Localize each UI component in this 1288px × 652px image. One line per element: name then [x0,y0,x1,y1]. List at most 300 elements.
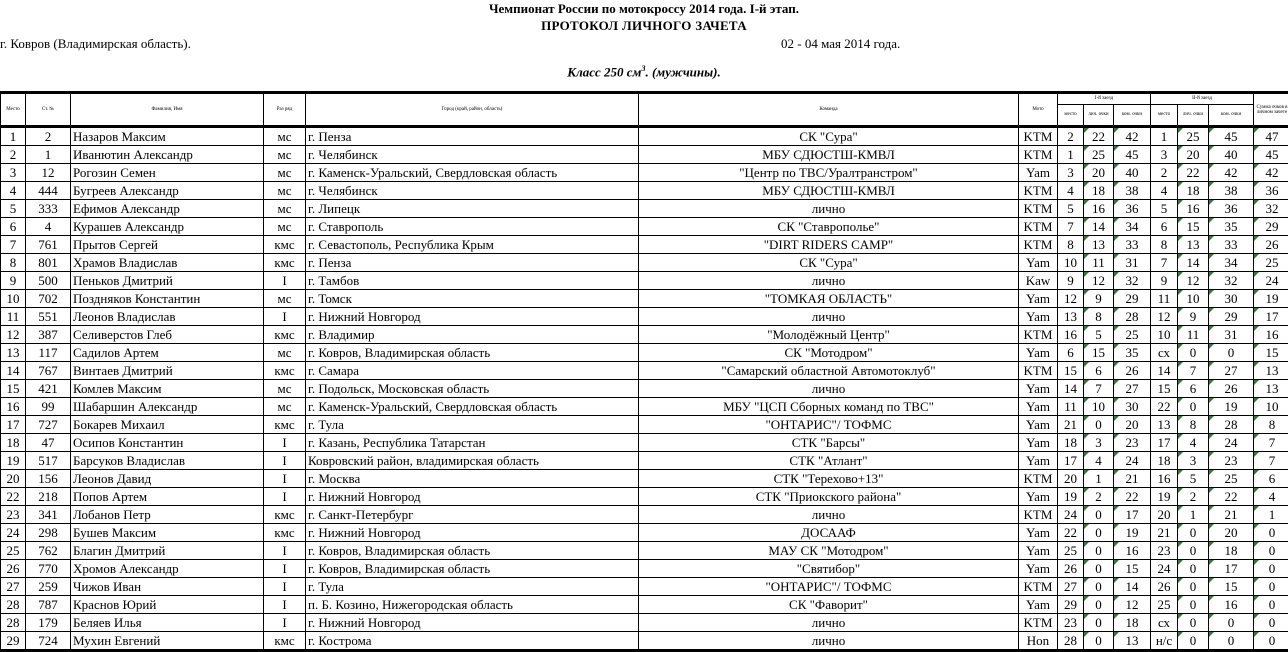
cell-city: г. Тула [306,416,639,434]
cell-name: Прытов Сергей [71,236,264,254]
cell-place: 19 [1,452,26,470]
cell-moto: KTM [1019,182,1058,200]
cell-race1-place: 3 [1058,164,1084,182]
cell-race2-team: 40 [1209,146,1254,164]
cell-race1-personal: 14 [1084,218,1114,236]
cell-total: 0 [1254,560,1288,578]
cell-rank: мс [264,290,306,308]
cell-race1-personal: 0 [1084,560,1114,578]
cell-race2-team: 0 [1209,344,1254,362]
cell-race2-team: 29 [1209,308,1254,326]
cell-start-no: 787 [26,596,71,614]
cell-race1-personal: 5 [1084,326,1114,344]
cell-place: 3 [1,164,26,182]
cell-city: г. Нижний Новгород [306,308,639,326]
cell-rank: мс [264,200,306,218]
cell-race1-team: 34 [1114,218,1151,236]
cell-race2-personal: 4 [1178,434,1209,452]
cell-moto: Yam [1019,344,1058,362]
cell-race1-team: 40 [1114,164,1151,182]
table-row [1,326,1288,344]
cell-name: Бугреев Александр [71,182,264,200]
cell-total: 29 [1254,218,1288,236]
cell-start-no: 1 [26,146,71,164]
cell-team: МАУ СК "Мотодром" [639,542,1019,560]
cell-race1-personal: 0 [1084,524,1114,542]
cell-race1-place: 7 [1058,218,1084,236]
cell-race2-team: 45 [1209,127,1254,146]
cell-race1-personal: 13 [1084,236,1114,254]
col-header-race2-personal: лич. очки [1178,105,1209,127]
cell-moto: Yam [1019,290,1058,308]
cell-moto: KTM [1019,127,1058,146]
cell-race1-team: 32 [1114,272,1151,290]
cell-race1-team: 22 [1114,488,1151,506]
cell-race1-place: 14 [1058,380,1084,398]
cell-team: СТК "Барсы" [639,434,1019,452]
cell-city: г. Москва [306,470,639,488]
cell-race2-place: 22 [1151,398,1178,416]
cell-race2-personal: 22 [1178,164,1209,182]
cell-race2-team: 33 [1209,236,1254,254]
cell-city: г. Ковров, Владимирская область [306,560,639,578]
cell-race1-team: 24 [1114,452,1151,470]
col-header-race1-personal: лич. очки [1084,105,1114,127]
table-row [1,236,1288,254]
cell-race2-personal: 5 [1178,470,1209,488]
cell-race1-team: 18 [1114,614,1151,632]
cell-race2-place: 6 [1151,218,1178,236]
cell-team: СТК "Атлант" [639,452,1019,470]
class-heading [0,64,1288,80]
cell-race1-team: 35 [1114,344,1151,362]
cell-name: Назаров Максим [71,127,264,146]
cell-rank: кмс [264,506,306,524]
cell-moto: Yam [1019,434,1058,452]
cell-team: "Святибор" [639,560,1019,578]
cell-moto: KTM [1019,470,1058,488]
cell-team: МБУ СДЮСТШ-КМВЛ [639,182,1019,200]
cell-place: 10 [1,290,26,308]
cell-race2-team: 19 [1209,398,1254,416]
cell-race2-team: 22 [1209,488,1254,506]
cell-race1-team: 31 [1114,254,1151,272]
cell-total: 47 [1254,127,1288,146]
cell-race1-place: 4 [1058,182,1084,200]
cell-moto: Yam [1019,560,1058,578]
cell-rank: мс [264,380,306,398]
cell-name: Садилов Артем [71,344,264,362]
cell-race2-personal: 10 [1178,290,1209,308]
cell-place: 29 [1,632,26,651]
cell-race2-team: 42 [1209,164,1254,182]
cell-start-no: 761 [26,236,71,254]
cell-moto: Yam [1019,398,1058,416]
cell-team: "ТОМКАЯ ОБЛАСТЬ" [639,290,1019,308]
cell-race1-personal: 7 [1084,380,1114,398]
cell-start-no: 387 [26,326,71,344]
cell-rank: мс [264,164,306,182]
cell-race1-personal: 12 [1084,272,1114,290]
cell-name: Попов Артем [71,488,264,506]
cell-city: г. Нижний Новгород [306,524,639,542]
cell-moto: Yam [1019,542,1058,560]
cell-race2-team: 25 [1209,470,1254,488]
col-header-place: Место [1,93,26,127]
cell-race1-personal: 0 [1084,596,1114,614]
cell-race1-team: 45 [1114,146,1151,164]
table-row [1,182,1288,200]
cell-start-no: 333 [26,200,71,218]
cell-race2-personal: 0 [1178,578,1209,596]
col-header-rank: Раз ряд [264,93,306,127]
cell-race2-team: 0 [1209,614,1254,632]
cell-race1-place: 2 [1058,127,1084,146]
cell-name: Мухин Евгений [71,632,264,651]
cell-race1-team: 23 [1114,434,1151,452]
cell-place: 28 [1,596,26,614]
cell-race2-team: 21 [1209,506,1254,524]
cell-name: Лобанов Петр [71,506,264,524]
cell-race2-personal: 11 [1178,326,1209,344]
cell-rank: мс [264,398,306,416]
table-row [1,452,1288,470]
col-header-race2-team: ком. очки [1209,105,1254,127]
cell-race2-personal: 0 [1178,542,1209,560]
cell-race2-place: 1 [1151,127,1178,146]
cell-name: Хромов Александр [71,560,264,578]
cell-race2-team: 18 [1209,542,1254,560]
cell-race1-place: 24 [1058,506,1084,524]
cell-race2-place: 16 [1151,470,1178,488]
cell-race2-personal: 1 [1178,506,1209,524]
cell-race2-place: 4 [1151,182,1178,200]
table-row [1,200,1288,218]
cell-start-no: 259 [26,578,71,596]
cell-moto: Yam [1019,416,1058,434]
cell-race2-team: 38 [1209,182,1254,200]
cell-race1-team: 29 [1114,290,1151,308]
cell-race1-place: 26 [1058,560,1084,578]
cell-place: 18 [1,434,26,452]
col-header-city: Город (край, район, область) [306,93,639,127]
cell-race1-personal: 15 [1084,344,1114,362]
cell-race2-team: 24 [1209,434,1254,452]
cell-name: Курашев Александр [71,218,264,236]
cell-total: 24 [1254,272,1288,290]
cell-rank: I [264,272,306,290]
cell-race2-personal: 18 [1178,182,1209,200]
cell-place: 14 [1,362,26,380]
cell-city: г. Каменск-Уральский, Свердловская область [306,164,639,182]
cell-race2-personal: 8 [1178,416,1209,434]
cell-race2-personal: 7 [1178,362,1209,380]
cell-city: г. Кострома [306,632,639,651]
cell-rank: I [264,488,306,506]
cell-race2-place: 2 [1151,164,1178,182]
cell-total: 25 [1254,254,1288,272]
cell-name: Рогозин Семен [71,164,264,182]
class-suffix: . (мужчины). [645,64,720,79]
cell-place: 24 [1,524,26,542]
cell-rank: мс [264,182,306,200]
table-row [1,127,1288,146]
cell-race1-place: 12 [1058,290,1084,308]
cell-start-no: 47 [26,434,71,452]
cell-name: Осипов Константин [71,434,264,452]
cell-race1-place: 16 [1058,326,1084,344]
cell-city: г. Томск [306,290,639,308]
cell-race1-team: 14 [1114,578,1151,596]
cell-total: 0 [1254,542,1288,560]
cell-race1-place: 19 [1058,488,1084,506]
cell-city: г. Владимир [306,326,639,344]
cell-race2-personal: 0 [1178,344,1209,362]
cell-start-no: 298 [26,524,71,542]
cell-race1-personal: 1 [1084,470,1114,488]
cell-total: 17 [1254,308,1288,326]
cell-rank: I [264,452,306,470]
cell-team: "ОНТАРИС"/ ТОФМС [639,578,1019,596]
cell-race2-place: 24 [1151,560,1178,578]
cell-race2-place: н/с [1151,632,1178,651]
cell-total: 0 [1254,632,1288,651]
cell-team: СК "Сура" [639,127,1019,146]
cell-place: 26 [1,560,26,578]
table-row [1,164,1288,182]
cell-race1-place: 10 [1058,254,1084,272]
cell-race2-place: 7 [1151,254,1178,272]
cell-rank: I [264,578,306,596]
cell-start-no: 770 [26,560,71,578]
cell-race1-team: 17 [1114,506,1151,524]
cell-total: 19 [1254,290,1288,308]
cell-race1-personal: 16 [1084,200,1114,218]
cell-race1-team: 19 [1114,524,1151,542]
table-row [1,398,1288,416]
cell-total: 7 [1254,434,1288,452]
table-row [1,614,1288,632]
cell-race2-personal: 0 [1178,614,1209,632]
cell-city: г. Пенза [306,127,639,146]
cell-race1-place: 6 [1058,344,1084,362]
cell-name: Краснов Юрий [71,596,264,614]
cell-team: МБУ СДЮСТШ-КМВЛ [639,146,1019,164]
table-row [1,542,1288,560]
cell-moto: Yam [1019,524,1058,542]
cell-total: 15 [1254,344,1288,362]
cell-city: Ковровский район, владимирская область [306,452,639,470]
event-location: г. Ковров (Владимирская область). [0,36,191,52]
cell-moto: KTM [1019,614,1058,632]
cell-race2-team: 27 [1209,362,1254,380]
cell-moto: Yam [1019,254,1058,272]
cell-total: 8 [1254,416,1288,434]
cell-moto: KTM [1019,506,1058,524]
cell-name: Барсуков Владислав [71,452,264,470]
cell-race1-personal: 0 [1084,632,1114,651]
cell-race1-personal: 18 [1084,182,1114,200]
table-row [1,560,1288,578]
cell-race2-place: сх [1151,614,1178,632]
cell-name: Иванютин Александр [71,146,264,164]
cell-city: г. Челябинск [306,182,639,200]
cell-team: лично [639,506,1019,524]
cell-race2-team: 26 [1209,380,1254,398]
cell-race2-team: 15 [1209,578,1254,596]
cell-moto: KTM [1019,218,1058,236]
cell-race2-team: 32 [1209,272,1254,290]
cell-team: ДОСААФ [639,524,1019,542]
event-dates: 02 - 04 мая 2014 года. [781,36,900,52]
cell-place: 1 [1,127,26,146]
table-row [1,218,1288,236]
cell-start-no: 551 [26,308,71,326]
document-title: Чемпионат России по мотокроссу 2014 года. I-й этап. [0,1,1288,17]
cell-race2-place: 13 [1151,416,1178,434]
cell-name: Поздняков Константин [71,290,264,308]
cell-race2-place: 14 [1151,362,1178,380]
table-row [1,380,1288,398]
table-row [1,254,1288,272]
cell-race1-place: 27 [1058,578,1084,596]
cell-race1-personal: 10 [1084,398,1114,416]
cell-place: 2 [1,146,26,164]
cell-race2-personal: 3 [1178,452,1209,470]
cell-race1-team: 13 [1114,632,1151,651]
cell-race2-team: 17 [1209,560,1254,578]
cell-race2-personal: 9 [1178,308,1209,326]
cell-race1-personal: 3 [1084,434,1114,452]
cell-race2-place: 11 [1151,290,1178,308]
cell-team: лично [639,632,1019,651]
cell-total: 0 [1254,614,1288,632]
cell-race2-place: 20 [1151,506,1178,524]
cell-start-no: 421 [26,380,71,398]
cell-race1-place: 15 [1058,362,1084,380]
cell-place: 16 [1,398,26,416]
cell-race1-team: 30 [1114,398,1151,416]
cell-race2-team: 20 [1209,524,1254,542]
cell-city: г. Каменск-Уральский, Свердловская область [306,398,639,416]
cell-total: 7 [1254,452,1288,470]
cell-city: г. Челябинск [306,146,639,164]
cell-place: 15 [1,380,26,398]
table-row [1,524,1288,542]
table-row [1,434,1288,452]
cell-name: Бокарев Михаил [71,416,264,434]
cell-start-no: 179 [26,614,71,632]
cell-total: 0 [1254,524,1288,542]
cell-race1-personal: 0 [1084,578,1114,596]
cell-total: 26 [1254,236,1288,254]
cell-start-no: 762 [26,542,71,560]
col-header-moto: Мото [1019,93,1058,127]
cell-name: Леонов Владислав [71,308,264,326]
cell-race2-personal: 12 [1178,272,1209,290]
cell-rank: кмс [264,236,306,254]
cell-start-no: 341 [26,506,71,524]
table-row [1,362,1288,380]
cell-rank: кмс [264,362,306,380]
cell-city: г. Нижний Новгород [306,488,639,506]
cell-race1-place: 28 [1058,632,1084,651]
col-header-team: Команда [639,93,1019,127]
cell-race2-team: 23 [1209,452,1254,470]
cell-team: лично [639,308,1019,326]
cell-rank: кмс [264,416,306,434]
cell-race1-place: 22 [1058,524,1084,542]
cell-race2-team: 30 [1209,290,1254,308]
cell-start-no: 702 [26,290,71,308]
table-row [1,578,1288,596]
cell-rank: мс [264,218,306,236]
cell-place: 17 [1,416,26,434]
cell-race1-personal: 0 [1084,506,1114,524]
cell-start-no: 801 [26,254,71,272]
cell-rank: кмс [264,254,306,272]
cell-place: 11 [1,308,26,326]
cell-place: 22 [1,488,26,506]
cell-total: 36 [1254,182,1288,200]
cell-race1-place: 9 [1058,272,1084,290]
cell-moto: KTM [1019,236,1058,254]
cell-city: г. Тамбов [306,272,639,290]
cell-city: г. Севастополь, Республика Крым [306,236,639,254]
cell-team: СТК "Приокского района" [639,488,1019,506]
cell-race2-team: 16 [1209,596,1254,614]
cell-race1-personal: 11 [1084,254,1114,272]
cell-race1-place: 13 [1058,308,1084,326]
table-row [1,344,1288,362]
col-header-start-no: Ст. № [26,93,71,127]
cell-total: 13 [1254,380,1288,398]
cell-race2-team: 31 [1209,326,1254,344]
cell-total: 10 [1254,398,1288,416]
cell-race2-team: 35 [1209,218,1254,236]
cell-place: 28 [1,614,26,632]
cell-name: Храмов Владислав [71,254,264,272]
cell-race2-place: 9 [1151,272,1178,290]
cell-race1-place: 5 [1058,200,1084,218]
cell-moto: KTM [1019,326,1058,344]
cell-race2-place: 10 [1151,326,1178,344]
results-body [1,127,1288,651]
cell-race1-team: 16 [1114,542,1151,560]
cell-moto: Hon [1019,632,1058,651]
cell-place: 12 [1,326,26,344]
cell-race2-personal: 15 [1178,218,1209,236]
table-row [1,506,1288,524]
class-sup: 3 [641,64,645,73]
cell-race2-team: 34 [1209,254,1254,272]
cell-place: 25 [1,542,26,560]
cell-team: МБУ "ЦСП Сборных команд по ТВС" [639,398,1019,416]
cell-total: 0 [1254,596,1288,614]
cell-race1-team: 25 [1114,326,1151,344]
cell-race1-personal: 8 [1084,308,1114,326]
cell-start-no: 767 [26,362,71,380]
cell-race1-team: 26 [1114,362,1151,380]
cell-race1-place: 1 [1058,146,1084,164]
cell-name: Винтаев Дмитрий [71,362,264,380]
cell-total: 1 [1254,506,1288,524]
cell-start-no: 12 [26,164,71,182]
cell-team: "Молодёжный Центр" [639,326,1019,344]
cell-race2-personal: 13 [1178,236,1209,254]
table-row [1,596,1288,614]
cell-start-no: 156 [26,470,71,488]
